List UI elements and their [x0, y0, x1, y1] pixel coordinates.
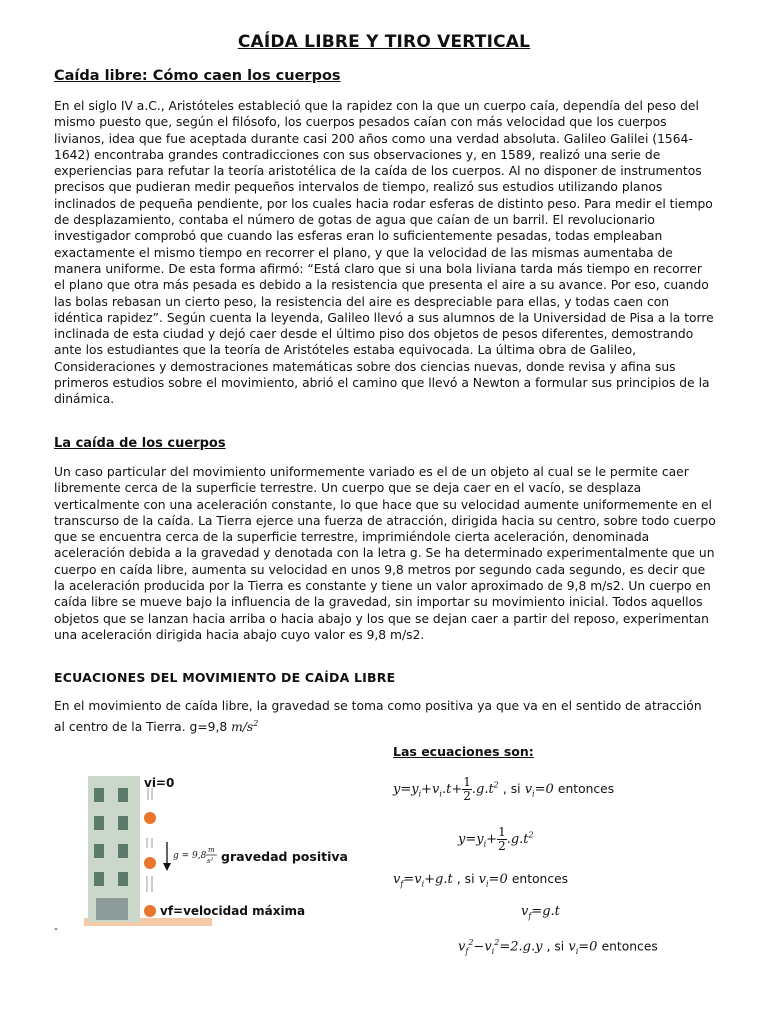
equation-position-reposo: $y=y_i+$ $\frac{1}{2}$ $.g.t^2$	[458, 825, 534, 853]
section-heading-caida-libre: Caída libre: Cómo caen los cuerpos	[54, 68, 341, 84]
paragraph-historia: En el siglo IV a.C., Aristóteles estableció que la rapidez con la que un cuerpo caía, dependía del peso del mismo puesto que, según el filósofo, los cuerpos pesados caían con más velocidad que los cuerpos livianos, idea que fue aceptada durante casi 200 años como una verdad absoluta. Galileo Galilei (1564-1642) encontraba grandes contradicciones con sus observaciones y, en 1589, realizó una serie de experiencias para refutar la teoría aristotélica de la caída de los cuerpos. Al no disponer de instrumentos precisos que pudieran medir pequeños intervalos de tiempo, realizó sus estudios utilizando planos inclinados de pequeña pendiente, por los cuales hacia rodar esferas de distinto peso. Para medir el tiempo de desplazamiento, contaba el número de gotas de agua que caían de un barril. El revolucionario investigador comprobó que cuando las esferas eran lo suficientemente pesadas, todas empleaban exactamente el mismo tiempo en recorrer el plano, y que la velocidad de las mismas aumentaba de manera uniforme. De esta forma afirmó: “Está claro que si una bola liviana tarda más tiempo en recorrer el plano que otra más pesada es debido a la resistencia que presenta el aire a su avance. Por eso, cuando las bolas rebasan un cierto peso, la resistencia del aire es despreciable para ellas, y todas caen con idéntica rapidez”. Según cuenta la leyenda, Galileo llevó a sus alumnos de la Universidad de Pisa a la torre inclinada de esta ciudad y dejó caer desde el último piso dos objetos de pesos diferentes, demostrando ante los estudiantes que la teoría de Aristóteles estaba equivocada. La última obra de Galileo, Consideraciones y demostraciones matemáticas sobre dos ciencias nuevas, donde revisa y afina sus primeros estudios sobre el movimiento, abrió el camino que llevó a Newton a formular sus principios de la dinámica.	[54, 99, 714, 407]
equation-velocity-reposo: $v_f=g.t$	[521, 904, 560, 921]
fall-trail-marks	[147, 788, 152, 892]
label-gravity: gravedad positiva	[221, 849, 348, 864]
label-g-unit-den: s²	[207, 857, 214, 865]
ball-2	[144, 857, 156, 869]
label-vi: vi=0	[144, 776, 175, 790]
ball-3	[144, 905, 156, 917]
label-g-value: g = 9,8	[173, 851, 207, 861]
equation-velocity-squared: $v_f^2-v_i^2=2.g.y$ , si $v_i=0$ entonces	[458, 938, 658, 956]
free-fall-figure	[84, 768, 364, 933]
page-title: CAÍDA LIBRE Y TIRO VERTICAL	[237, 32, 531, 52]
list-marker: -	[54, 922, 58, 935]
label-g-unit-num: m	[208, 846, 215, 854]
paragraph-gravedad	[54, 698, 716, 736]
section-heading-ecuaciones: ECUACIONES DEL MOVIMIENTO DE CAÍDA LIBRE	[54, 670, 396, 685]
gravity-unit: $m/s^2$	[231, 719, 259, 735]
equation-velocity-general: $v_f=v_i+g.t$ , si $v_i=0$ entonces	[393, 872, 569, 889]
building-door	[96, 898, 128, 920]
gravedad-text: En el movimiento de caída libre, la gravedad se toma como positiva ya que va en el sentido de atracción al centro de la Tierra. g=9,8	[54, 699, 702, 735]
paragraph-caida-cuerpos: Un caso particular del movimiento uniformemente variado es el de un objeto al cual se le permite caer libremente cerca de la superficie terrestre. Un cuerpo que se deja caer en el vacío, se desplaza verticalmente con una aceleración constante, lo que hace que su velocidad aumente uniformemente en el transcurso de la caída. La Tierra ejerce una fuerza de atracción, dirigida hacia su centro, sobre todo cuerpo que se encuentra cerca de la superficie terrestre, imprimiéndole cierta aceleración, denominada aceleración debida a la gravedad y denotada con la letra g. Se ha determinado experimentalmente que un cuerpo en caída libre, aumenta su velocidad en unos 9,8 metros por segundo cada segundo, es decir que la aceleración producida por la Tierra es constante y tiene un valor aproximado de 9,8 m/s2. Un cuerpo en caída libre se mueve bajo la influencia de la gravedad, sin importar su movimiento inicial. Todos aquellos objetos que se lanzan hacia arriba o hacia abajo y los que se dejan caer a partir del reposo, experimentan una aceleración dirigida hacia abajo cuyo valor es 9,8 m/s2.	[54, 465, 716, 642]
label-vf: vf=velocidad máxima	[160, 904, 306, 918]
equations-heading: Las ecuaciones son:	[393, 744, 534, 759]
section-heading-caida-cuerpos: La caída de los cuerpos	[54, 436, 226, 451]
ball-1	[144, 812, 156, 824]
gravity-arrow-head	[163, 863, 171, 871]
equation-position-general: $y=y_i+v_i.t+$ $\frac{1}{2}$ $.g.t^2$ , si $v_i=0$ entonces	[393, 775, 615, 803]
